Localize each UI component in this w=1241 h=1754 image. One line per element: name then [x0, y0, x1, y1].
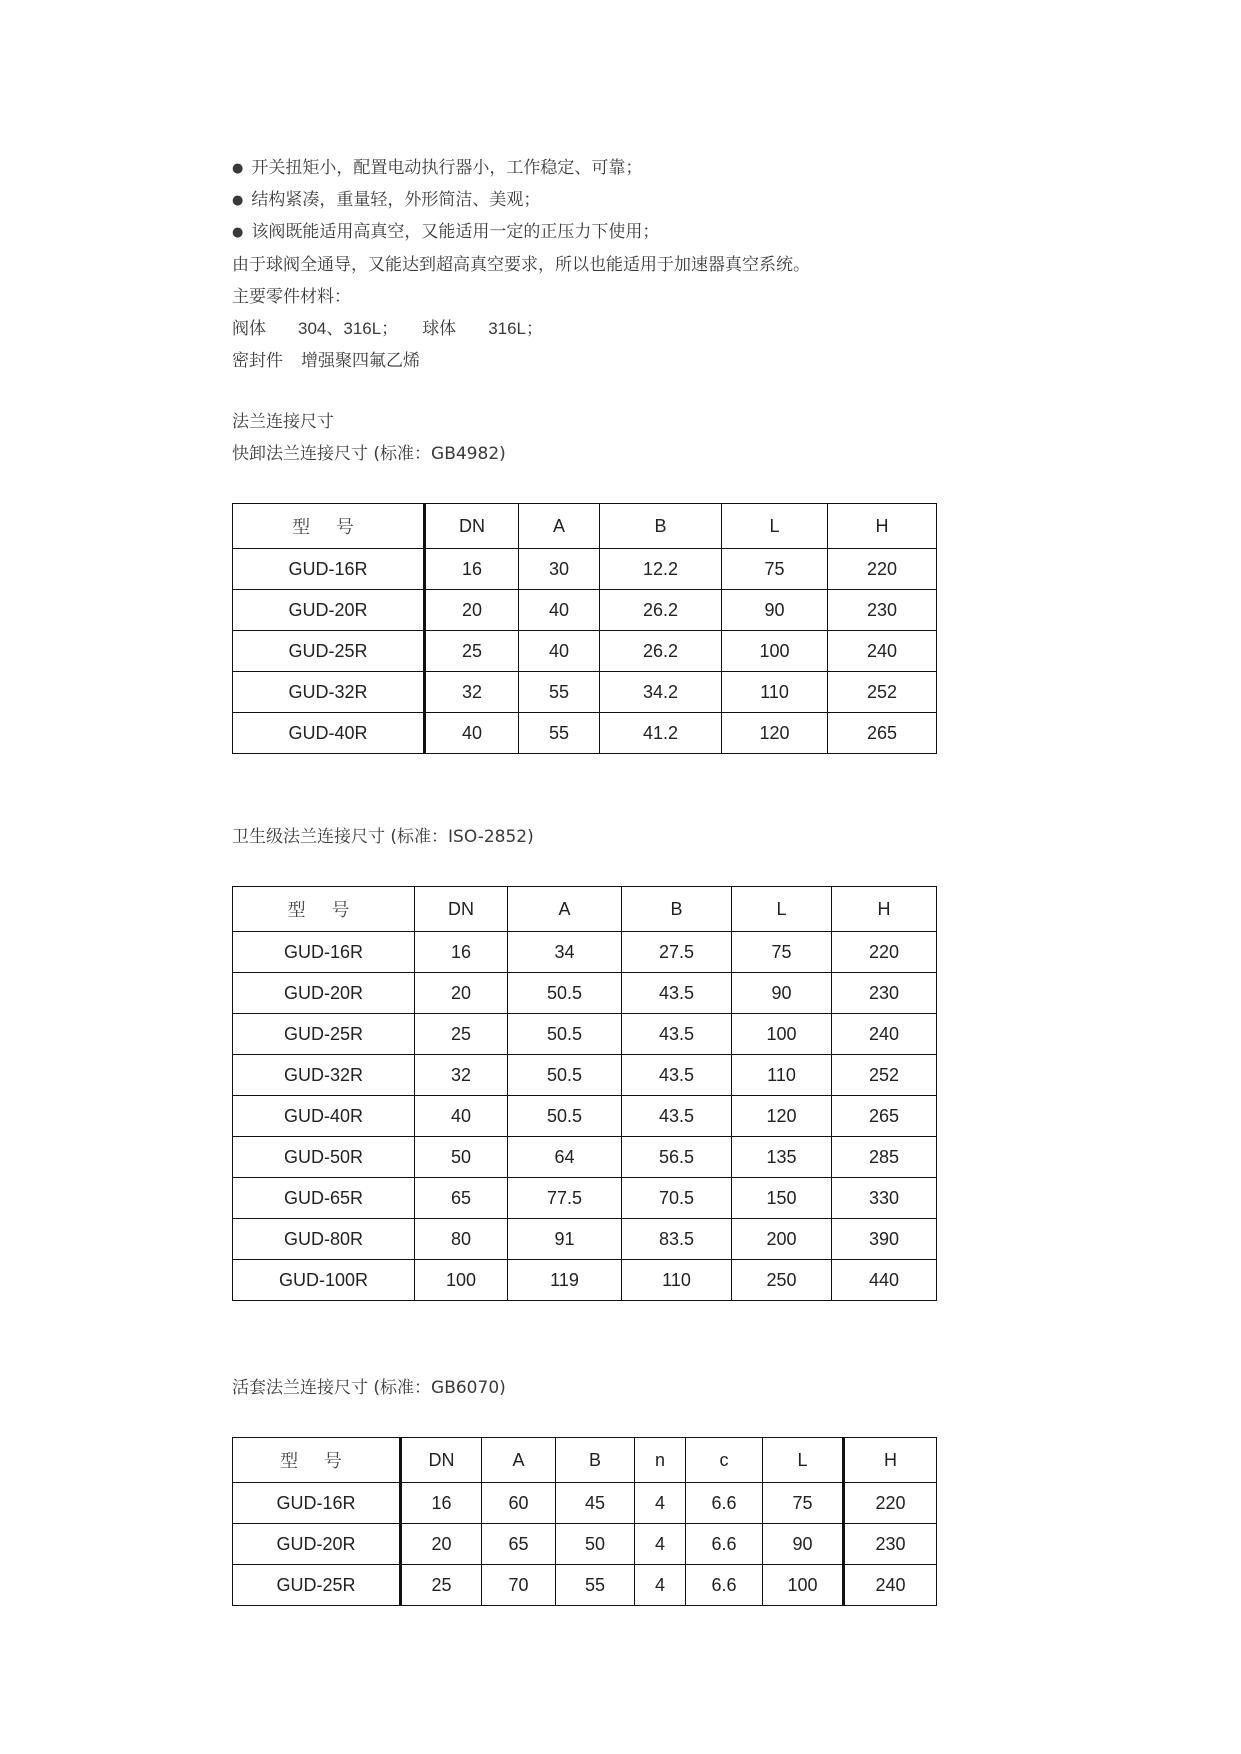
model-cell: GUD-50R: [233, 1137, 415, 1178]
value-cell: 65: [415, 1178, 508, 1219]
value-cell: 240: [832, 1014, 937, 1055]
value-cell: 6.6: [686, 1483, 763, 1524]
value-cell: 100: [732, 1014, 832, 1055]
column-header: B: [556, 1438, 635, 1483]
value-cell: 56.5: [622, 1137, 732, 1178]
value-cell: 200: [732, 1219, 832, 1260]
table-header-row: [233, 887, 937, 932]
table-row: [233, 932, 937, 973]
table-row: [233, 1137, 937, 1178]
column-header: L: [722, 504, 828, 549]
value-cell: 120: [722, 713, 828, 754]
value-cell: 220: [832, 932, 937, 973]
value-cell: 20: [415, 973, 508, 1014]
model-cell: GUD-20R: [233, 973, 415, 1014]
table-row: [233, 1524, 937, 1565]
value-cell: 250: [732, 1260, 832, 1301]
table-row: [233, 631, 937, 672]
value-cell: 230: [828, 590, 937, 631]
value-cell: 4: [635, 1524, 686, 1565]
model-cell: GUD-25R: [233, 631, 425, 672]
value-cell: 26.2: [600, 631, 722, 672]
value-cell: 43.5: [622, 1014, 732, 1055]
table-title-sanitary: 卫生级法兰连接尺寸 (标准：ISO-2852): [232, 827, 534, 847]
value-cell: 40: [415, 1096, 508, 1137]
model-cell: GUD-25R: [233, 1014, 415, 1055]
value-cell: 440: [832, 1260, 937, 1301]
value-cell: 83.5: [622, 1219, 732, 1260]
value-cell: 30: [519, 549, 600, 590]
table-row: [233, 1178, 937, 1219]
value-cell: 80: [415, 1219, 508, 1260]
table-row: [233, 1219, 937, 1260]
value-cell: 230: [832, 973, 937, 1014]
value-cell: 40: [519, 631, 600, 672]
table-row: [233, 549, 937, 590]
section-title: 法兰连接尺寸: [232, 412, 334, 432]
table-row: [233, 672, 937, 713]
value-cell: 265: [832, 1096, 937, 1137]
column-header: 型 号: [233, 504, 425, 549]
value-cell: 55: [519, 672, 600, 713]
column-header: DN: [415, 887, 508, 932]
value-cell: 20: [401, 1524, 482, 1565]
column-header: 型 号: [233, 887, 415, 932]
value-cell: 32: [425, 672, 519, 713]
value-cell: 75: [763, 1483, 844, 1524]
table-row: [233, 590, 937, 631]
column-header: H: [844, 1438, 937, 1483]
value-cell: 50.5: [508, 1055, 622, 1096]
value-cell: 25: [415, 1014, 508, 1055]
value-cell: 45: [556, 1483, 635, 1524]
column-header: DN: [401, 1438, 482, 1483]
value-cell: 40: [519, 590, 600, 631]
table-row: [233, 713, 937, 754]
value-cell: 285: [832, 1137, 937, 1178]
column-header: n: [635, 1438, 686, 1483]
value-cell: 135: [732, 1137, 832, 1178]
model-cell: GUD-100R: [233, 1260, 415, 1301]
value-cell: 252: [828, 672, 937, 713]
value-cell: 60: [482, 1483, 556, 1524]
table-title-quick-release: 快卸法兰连接尺寸 (标准：GB4982): [232, 444, 506, 464]
model-cell: GUD-20R: [233, 1524, 401, 1565]
value-cell: 90: [722, 590, 828, 631]
column-header: B: [622, 887, 732, 932]
value-cell: 16: [401, 1483, 482, 1524]
value-cell: 120: [732, 1096, 832, 1137]
model-cell: GUD-16R: [233, 932, 415, 973]
quick-release-flange-table: [232, 503, 937, 754]
value-cell: 90: [732, 973, 832, 1014]
value-cell: 4: [635, 1565, 686, 1606]
column-header: c: [686, 1438, 763, 1483]
table-row: [233, 1096, 937, 1137]
table-row: [233, 1260, 937, 1301]
loose-flange-table: [232, 1437, 937, 1606]
value-cell: 20: [425, 590, 519, 631]
model-cell: GUD-65R: [233, 1178, 415, 1219]
value-cell: 55: [556, 1565, 635, 1606]
column-header: L: [763, 1438, 844, 1483]
sanitary-flange-table: [232, 886, 937, 1301]
model-cell: GUD-16R: [233, 1483, 401, 1524]
table-row: [233, 1483, 937, 1524]
column-header: B: [600, 504, 722, 549]
value-cell: 25: [425, 631, 519, 672]
column-header: DN: [425, 504, 519, 549]
model-cell: GUD-32R: [233, 672, 425, 713]
value-cell: 91: [508, 1219, 622, 1260]
feature-item: [232, 189, 540, 213]
value-cell: 265: [828, 713, 937, 754]
value-cell: 40: [425, 713, 519, 754]
value-cell: 390: [832, 1219, 937, 1260]
table-header-row: [233, 504, 937, 549]
model-cell: GUD-40R: [233, 1096, 415, 1137]
value-cell: 27.5: [622, 932, 732, 973]
materials-heading: 主要零件材料：: [232, 287, 351, 307]
value-cell: 240: [828, 631, 937, 672]
table-row: [233, 1055, 937, 1096]
value-cell: 100: [415, 1260, 508, 1301]
accelerator-note: 由于球阀全通导，又能达到超高真空要求，所以也能适用于加速器真空系统。: [232, 255, 810, 275]
value-cell: 16: [425, 549, 519, 590]
value-cell: 50.5: [508, 1014, 622, 1055]
value-cell: 119: [508, 1260, 622, 1301]
model-cell: GUD-80R: [233, 1219, 415, 1260]
value-cell: 50: [556, 1524, 635, 1565]
column-header: 型 号: [233, 1438, 401, 1483]
value-cell: 252: [832, 1055, 937, 1096]
value-cell: 65: [482, 1524, 556, 1565]
column-header: H: [828, 504, 937, 549]
model-cell: GUD-20R: [233, 590, 425, 631]
column-header: A: [508, 887, 622, 932]
model-cell: GUD-25R: [233, 1565, 401, 1606]
value-cell: 6.6: [686, 1565, 763, 1606]
model-cell: GUD-32R: [233, 1055, 415, 1096]
value-cell: 75: [722, 549, 828, 590]
value-cell: 75: [732, 932, 832, 973]
value-cell: 25: [401, 1565, 482, 1606]
model-cell: GUD-40R: [233, 713, 425, 754]
value-cell: 50: [415, 1137, 508, 1178]
value-cell: 43.5: [622, 1055, 732, 1096]
value-cell: 90: [763, 1524, 844, 1565]
value-cell: 16: [415, 932, 508, 973]
value-cell: 100: [722, 631, 828, 672]
ball-value: 316L；: [488, 319, 544, 338]
value-cell: 230: [844, 1524, 937, 1565]
table-row: [233, 973, 937, 1014]
seal-label: 密封件: [232, 351, 283, 371]
value-cell: 64: [508, 1137, 622, 1178]
body-label: 阀体: [232, 319, 266, 339]
materials-body-ball: [232, 318, 543, 340]
feature-item: [232, 157, 642, 181]
value-cell: 43.5: [622, 973, 732, 1014]
value-cell: 50.5: [508, 1096, 622, 1137]
seal-value: 增强聚四氟乙烯: [301, 351, 420, 371]
value-cell: 34: [508, 932, 622, 973]
column-header: A: [482, 1438, 556, 1483]
table-row: [233, 1565, 937, 1606]
value-cell: 26.2: [600, 590, 722, 631]
feature-text: 开关扭矩小，配置电动执行器小，工作稳定、可靠；: [251, 158, 643, 178]
value-cell: 220: [828, 549, 937, 590]
feature-item: [232, 221, 659, 245]
value-cell: 34.2: [600, 672, 722, 713]
value-cell: 330: [832, 1178, 937, 1219]
column-header: H: [832, 887, 937, 932]
value-cell: 70: [482, 1565, 556, 1606]
table-title-loose-flange: 活套法兰连接尺寸 (标准：GB6070): [232, 1378, 506, 1398]
feature-text: 该阀既能适用高真空，又能适用一定的正压力下使用；: [251, 222, 660, 242]
column-header: L: [732, 887, 832, 932]
value-cell: 240: [844, 1565, 937, 1606]
table-row: [233, 1014, 937, 1055]
column-header: A: [519, 504, 600, 549]
value-cell: 110: [622, 1260, 732, 1301]
value-cell: 6.6: [686, 1524, 763, 1565]
value-cell: 220: [844, 1483, 937, 1524]
value-cell: 110: [732, 1055, 832, 1096]
value-cell: 100: [763, 1565, 844, 1606]
value-cell: 4: [635, 1483, 686, 1524]
value-cell: 50.5: [508, 973, 622, 1014]
materials-seal: [232, 350, 420, 372]
value-cell: 110: [722, 672, 828, 713]
feature-text: 结构紧凑，重量轻，外形简洁、美观；: [251, 190, 541, 210]
value-cell: 150: [732, 1178, 832, 1219]
table-header-row: [233, 1438, 937, 1483]
value-cell: 77.5: [508, 1178, 622, 1219]
ball-label: 球体: [422, 319, 457, 339]
value-cell: 41.2: [600, 713, 722, 754]
value-cell: 55: [519, 713, 600, 754]
model-cell: GUD-16R: [233, 549, 425, 590]
value-cell: 32: [415, 1055, 508, 1096]
value-cell: 43.5: [622, 1096, 732, 1137]
value-cell: 12.2: [600, 549, 722, 590]
body-value: 304、316L；: [298, 319, 399, 338]
value-cell: 70.5: [622, 1178, 732, 1219]
